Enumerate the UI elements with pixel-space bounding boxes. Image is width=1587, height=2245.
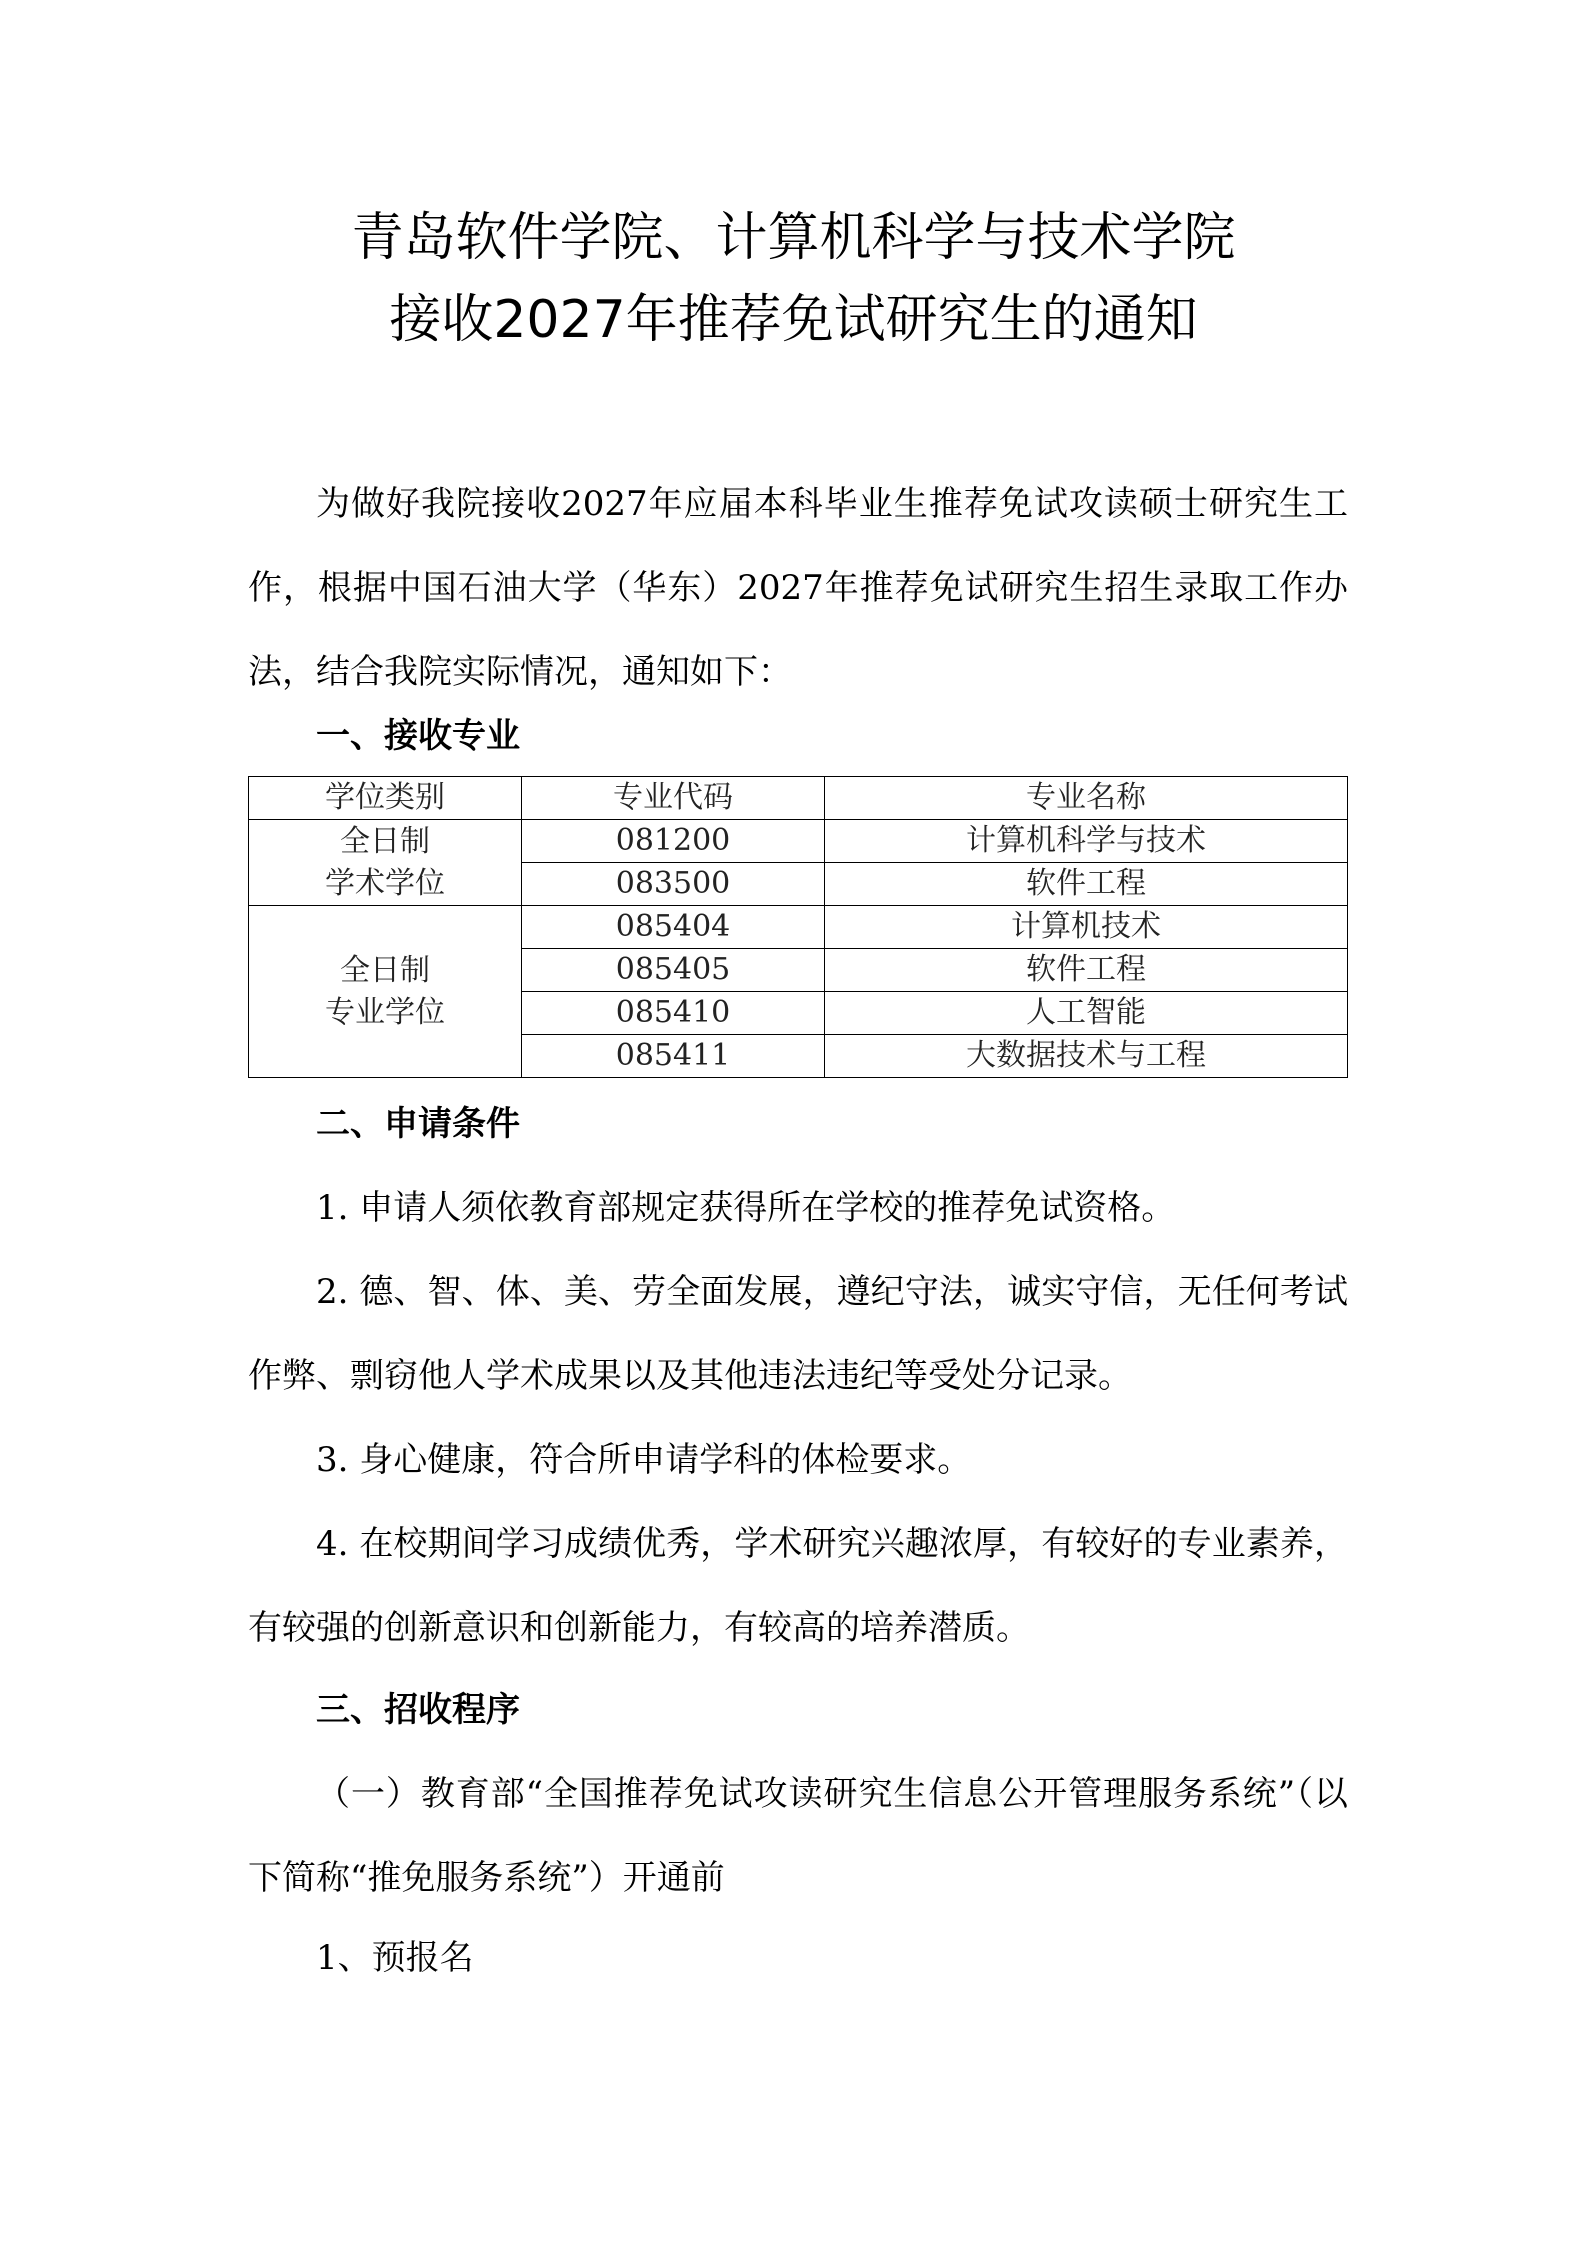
- major-code: 085404: [522, 906, 825, 949]
- header-major-name: 专业名称: [825, 777, 1348, 820]
- notice-title-line-1: 青岛软件学院、计算机科学与技术学院: [351, 208, 1236, 268]
- degree-type-line-1: 全日制: [340, 823, 430, 859]
- condition-item-3: [248, 1418, 1348, 1502]
- procedure-step-1: 1、预报名: [316, 1938, 474, 1978]
- major-name: 计算机技术: [825, 906, 1348, 949]
- major-code: 085405: [522, 949, 825, 992]
- condition-item-4: [248, 1502, 1348, 1670]
- major-name: 软件工程: [825, 863, 1348, 906]
- major-name: 软件工程: [825, 949, 1348, 992]
- major-code: 085410: [522, 992, 825, 1035]
- table-row: [249, 820, 1348, 863]
- condition-text: 2. 德、智、体、美、劳全面发展，遵纪守法，诚实守信，无任何考试作弊、剽窃他人学术成果以及其他违法违纪等受处分记录。: [248, 1272, 1348, 1396]
- condition-item-2: [248, 1250, 1348, 1418]
- major-code: 085411: [522, 1035, 825, 1078]
- table-header-row: [249, 777, 1348, 820]
- degree-type-professional: [249, 906, 522, 1078]
- major-name: 大数据技术与工程: [825, 1035, 1348, 1078]
- header-degree-type: 学位类别: [249, 777, 522, 820]
- major-code: 083500: [522, 863, 825, 906]
- degree-type-line-2: 专业学位: [325, 994, 445, 1030]
- condition-text: 3. 身心健康，符合所申请学科的体检要求。: [316, 1440, 972, 1480]
- degree-type-academic: [249, 820, 522, 906]
- condition-text: 1. 申请人须依教育部规定获得所在学校的推荐免试资格。: [316, 1188, 1176, 1228]
- major-name: 人工智能: [825, 992, 1348, 1035]
- procedure-subsection-text: （一）教育部“全国推荐免试攻读研究生信息公开管理服务系统”（以下简称“推免服务系统”）开通前: [248, 1774, 1348, 1898]
- section-2-heading: 二、申请条件: [316, 1104, 520, 1144]
- major-name: 计算机科学与技术: [825, 820, 1348, 863]
- notice-title-line-2: 接收2027年推荐免试研究生的通知: [389, 290, 1198, 350]
- major-code: 081200: [522, 820, 825, 863]
- procedure-subsection-1: [248, 1752, 1348, 1920]
- section-3-heading: 三、招收程序: [316, 1690, 520, 1730]
- condition-text: 4. 在校期间学习成绩优秀，学术研究兴趣浓厚，有较好的专业素养，有较强的创新意识和创新能力，有较高的培养潜质。: [248, 1524, 1348, 1648]
- table-row: [249, 906, 1348, 949]
- header-major-code: 专业代码: [522, 777, 825, 820]
- condition-item-1: [248, 1166, 1348, 1250]
- section-1-heading: 一、接收专业: [316, 716, 520, 756]
- majors-table: [248, 776, 1348, 1078]
- intro-text: 为做好我院接收2027年应届本科毕业生推荐免试攻读硕士研究生工作，根据中国石油大学（华东）2027年推荐免试研究生招生录取工作办法，结合我院实际情况，通知如下：: [248, 484, 1348, 692]
- intro-paragraph: [248, 462, 1348, 714]
- degree-type-line-1: 全日制: [340, 952, 430, 988]
- degree-type-line-2: 学术学位: [325, 865, 445, 901]
